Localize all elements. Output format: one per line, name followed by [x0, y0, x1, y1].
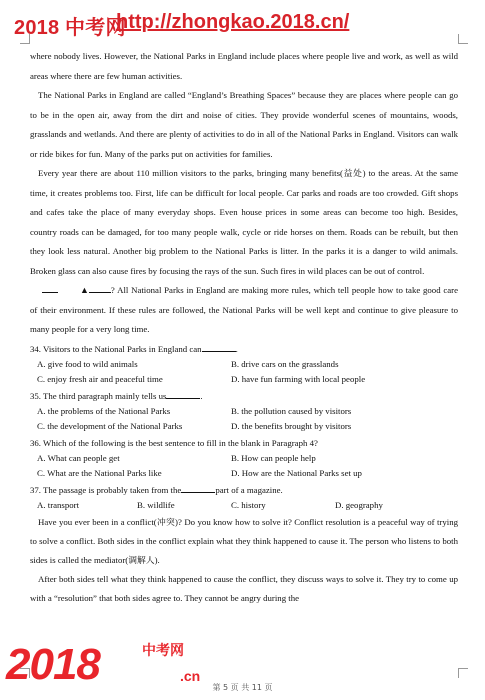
question-stem-end: . [235, 343, 238, 354]
option-a: A. transport [37, 499, 80, 510]
answer-blank [181, 484, 215, 493]
answer-blank [89, 284, 111, 293]
answer-blank [42, 283, 58, 293]
site-url-link[interactable]: http://zhongkao.2018.cn/ [116, 11, 350, 33]
question-35 [30, 389, 458, 434]
option-c: C. history [231, 499, 266, 510]
question-stem: 35. The third paragraph mainly tells us [30, 390, 167, 401]
page-corner-mark [458, 34, 468, 44]
question-stem: 37. The passage is probably taken from the [30, 484, 182, 495]
watermark-logo-suffix: .cn [180, 668, 201, 684]
question-stem: 34. Visitors to the National Parks in England can [30, 343, 202, 354]
paragraph: Every year there are about 110 million visitors to the parks, bringing many benefits(益处) to the areas. At the same time, it creates problems too. First, life can be difficult for local people. Car parks and roads are too crowded. Gift shops and cafes take the place of many everyday shops. Even house prices in some areas can become too high. Besides, country roads can be damaged, for too many people walk, cycle or ride horses on them. Roads can be rebuilt, but then they look less natural. Another big problem to the National Parks is litter. In the parks it is a danger to wild animals. Broken glass can also cause fires by focusing the rays of the sun. Such fires in wild places can be out of control. [30, 168, 458, 276]
question-36 [30, 436, 458, 481]
paragraph-with-blank [30, 281, 458, 340]
option-c: C. What are the National Parks like [37, 467, 162, 478]
document-body [30, 47, 458, 608]
option-d: D. How are the National Parks set up [231, 467, 362, 478]
question-37 [30, 483, 458, 513]
page-header [0, 0, 485, 44]
option-c: C. the development of the National Parks [37, 420, 183, 431]
blank-marker-triangle: ▲ [80, 285, 89, 295]
paragraph: where nobody lives. However, the National Parks in England include places where people live and work, as well as wild areas where there are few human activities. [30, 51, 458, 81]
answer-blank [166, 390, 203, 401]
paragraph-text: ? All National Parks in England are making more rules, which tell people how to take good care of their environment. If these rules are followed, the National Parks will be well kept and continue to give pleasure to many people for a very long time. [30, 285, 458, 334]
option-b: B. How can people help [231, 452, 316, 463]
question-34 [30, 342, 458, 387]
watermark-logo: 2018 [6, 640, 100, 689]
option-a: A. the problems of the National Parks [37, 405, 171, 416]
option-d: D. geography [335, 499, 383, 510]
site-name: 2018 中考网 [14, 17, 126, 39]
answer-blank [202, 343, 236, 352]
paragraph: Have you ever been in a conflict(冲突)? Do you know how to solve it? Conflict resolution is a peaceful way of trying to solve a conflict. Both sides in the conflict explain what they think happened to cause it. The person who listens to both sides is called the mediator(调解人). [30, 516, 458, 565]
option-b: B. the pollution caused by visitors [231, 405, 352, 416]
option-c: C. enjoy fresh air and peaceful time [37, 373, 163, 384]
page-number: 第 5 页 共 11 页 [212, 683, 273, 692]
page-corner-mark [458, 668, 468, 678]
page-corner-mark [20, 34, 30, 44]
option-b: B. wildlife [137, 499, 175, 510]
question-stem: 36. Which of the following is the best sentence to fill in the blank in Paragraph 4? [30, 437, 318, 448]
option-d: D. the benefits brought by visitors [231, 420, 352, 431]
paragraph: After both sides tell what they think happened to cause the conflict, they discuss ways to solve it. They try to come up with a “resolution” that both sides agree to. They cannot be angry during the [30, 573, 458, 603]
question-stem-end: . [200, 390, 203, 401]
option-a: A. What can people get [37, 452, 120, 463]
watermark-logo-cn: 中考网 [142, 643, 184, 659]
option-b: B. drive cars on the grasslands [231, 358, 339, 369]
paragraph: The National Parks in England are called “England’s Breathing Spaces” because they are places where people can go to be in the open air, away from the dirt and noise of cities. They provide wonderful scenes of mountains, woods, grasslands and wetlands. And there are plenty of activities to do in all of the National Parks in England. Visitors can walk or ride bikes for fun. Many of the parks put on activities for families. [30, 90, 458, 159]
option-a: A. give food to wild animals [37, 358, 138, 369]
question-stem-end: part of a magazine. [215, 484, 283, 495]
option-d: D. have fun farming with local people [231, 373, 366, 384]
